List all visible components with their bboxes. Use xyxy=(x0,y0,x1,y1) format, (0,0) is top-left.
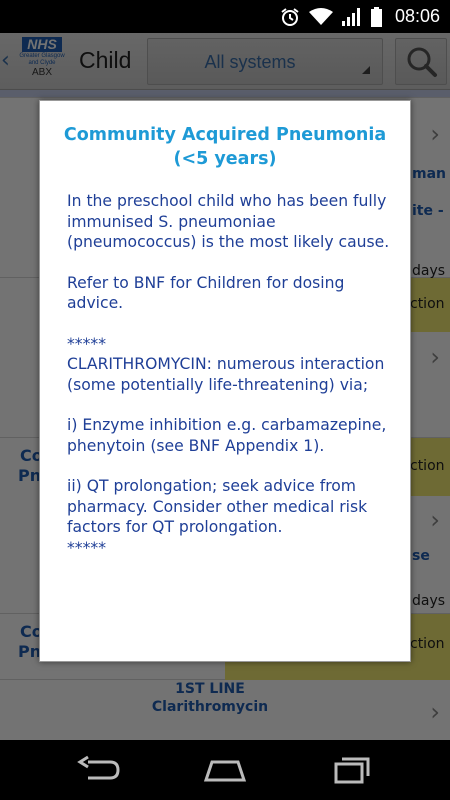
recent-apps-icon[interactable] xyxy=(326,754,376,786)
status-icons xyxy=(280,0,440,33)
dialog-paragraph: i) Enzyme inhibition e.g. carbamazepine, phenytoin (see BNF Appendix 1). xyxy=(67,416,387,455)
dialog-paragraph: CLARITHROMYCIN: numerous interaction (some potentially life-threatening) via; xyxy=(67,355,385,394)
dialog-separator: ***** xyxy=(67,538,106,557)
home-icon[interactable] xyxy=(200,754,250,786)
status-bar xyxy=(0,0,450,33)
system-nav-bar xyxy=(0,740,450,800)
signal-icon xyxy=(342,8,362,26)
dialog-paragraph: Refer to BNF for Children for dosing advice. xyxy=(67,273,345,312)
dialog-title: Community Acquired Pneumonia (<5 years) xyxy=(63,125,387,169)
alarm-icon xyxy=(280,7,300,27)
info-dialog[interactable] xyxy=(39,100,411,662)
dialog-separator: ***** xyxy=(67,334,106,353)
dialog-body xyxy=(67,191,396,558)
back-icon[interactable] xyxy=(74,754,124,786)
status-time: 08:06 xyxy=(394,6,440,26)
dialog-paragraph: In the preschool child who has been fully immunised S. pneumoniae (pneumococcus) is the most likely cause. xyxy=(67,192,390,251)
battery-icon xyxy=(371,7,382,27)
wifi-icon xyxy=(309,8,333,26)
dialog-paragraph: ii) QT prolongation; seek advice from pharmacy. Consider other medical risk factors for QT prolongation. xyxy=(67,477,368,536)
